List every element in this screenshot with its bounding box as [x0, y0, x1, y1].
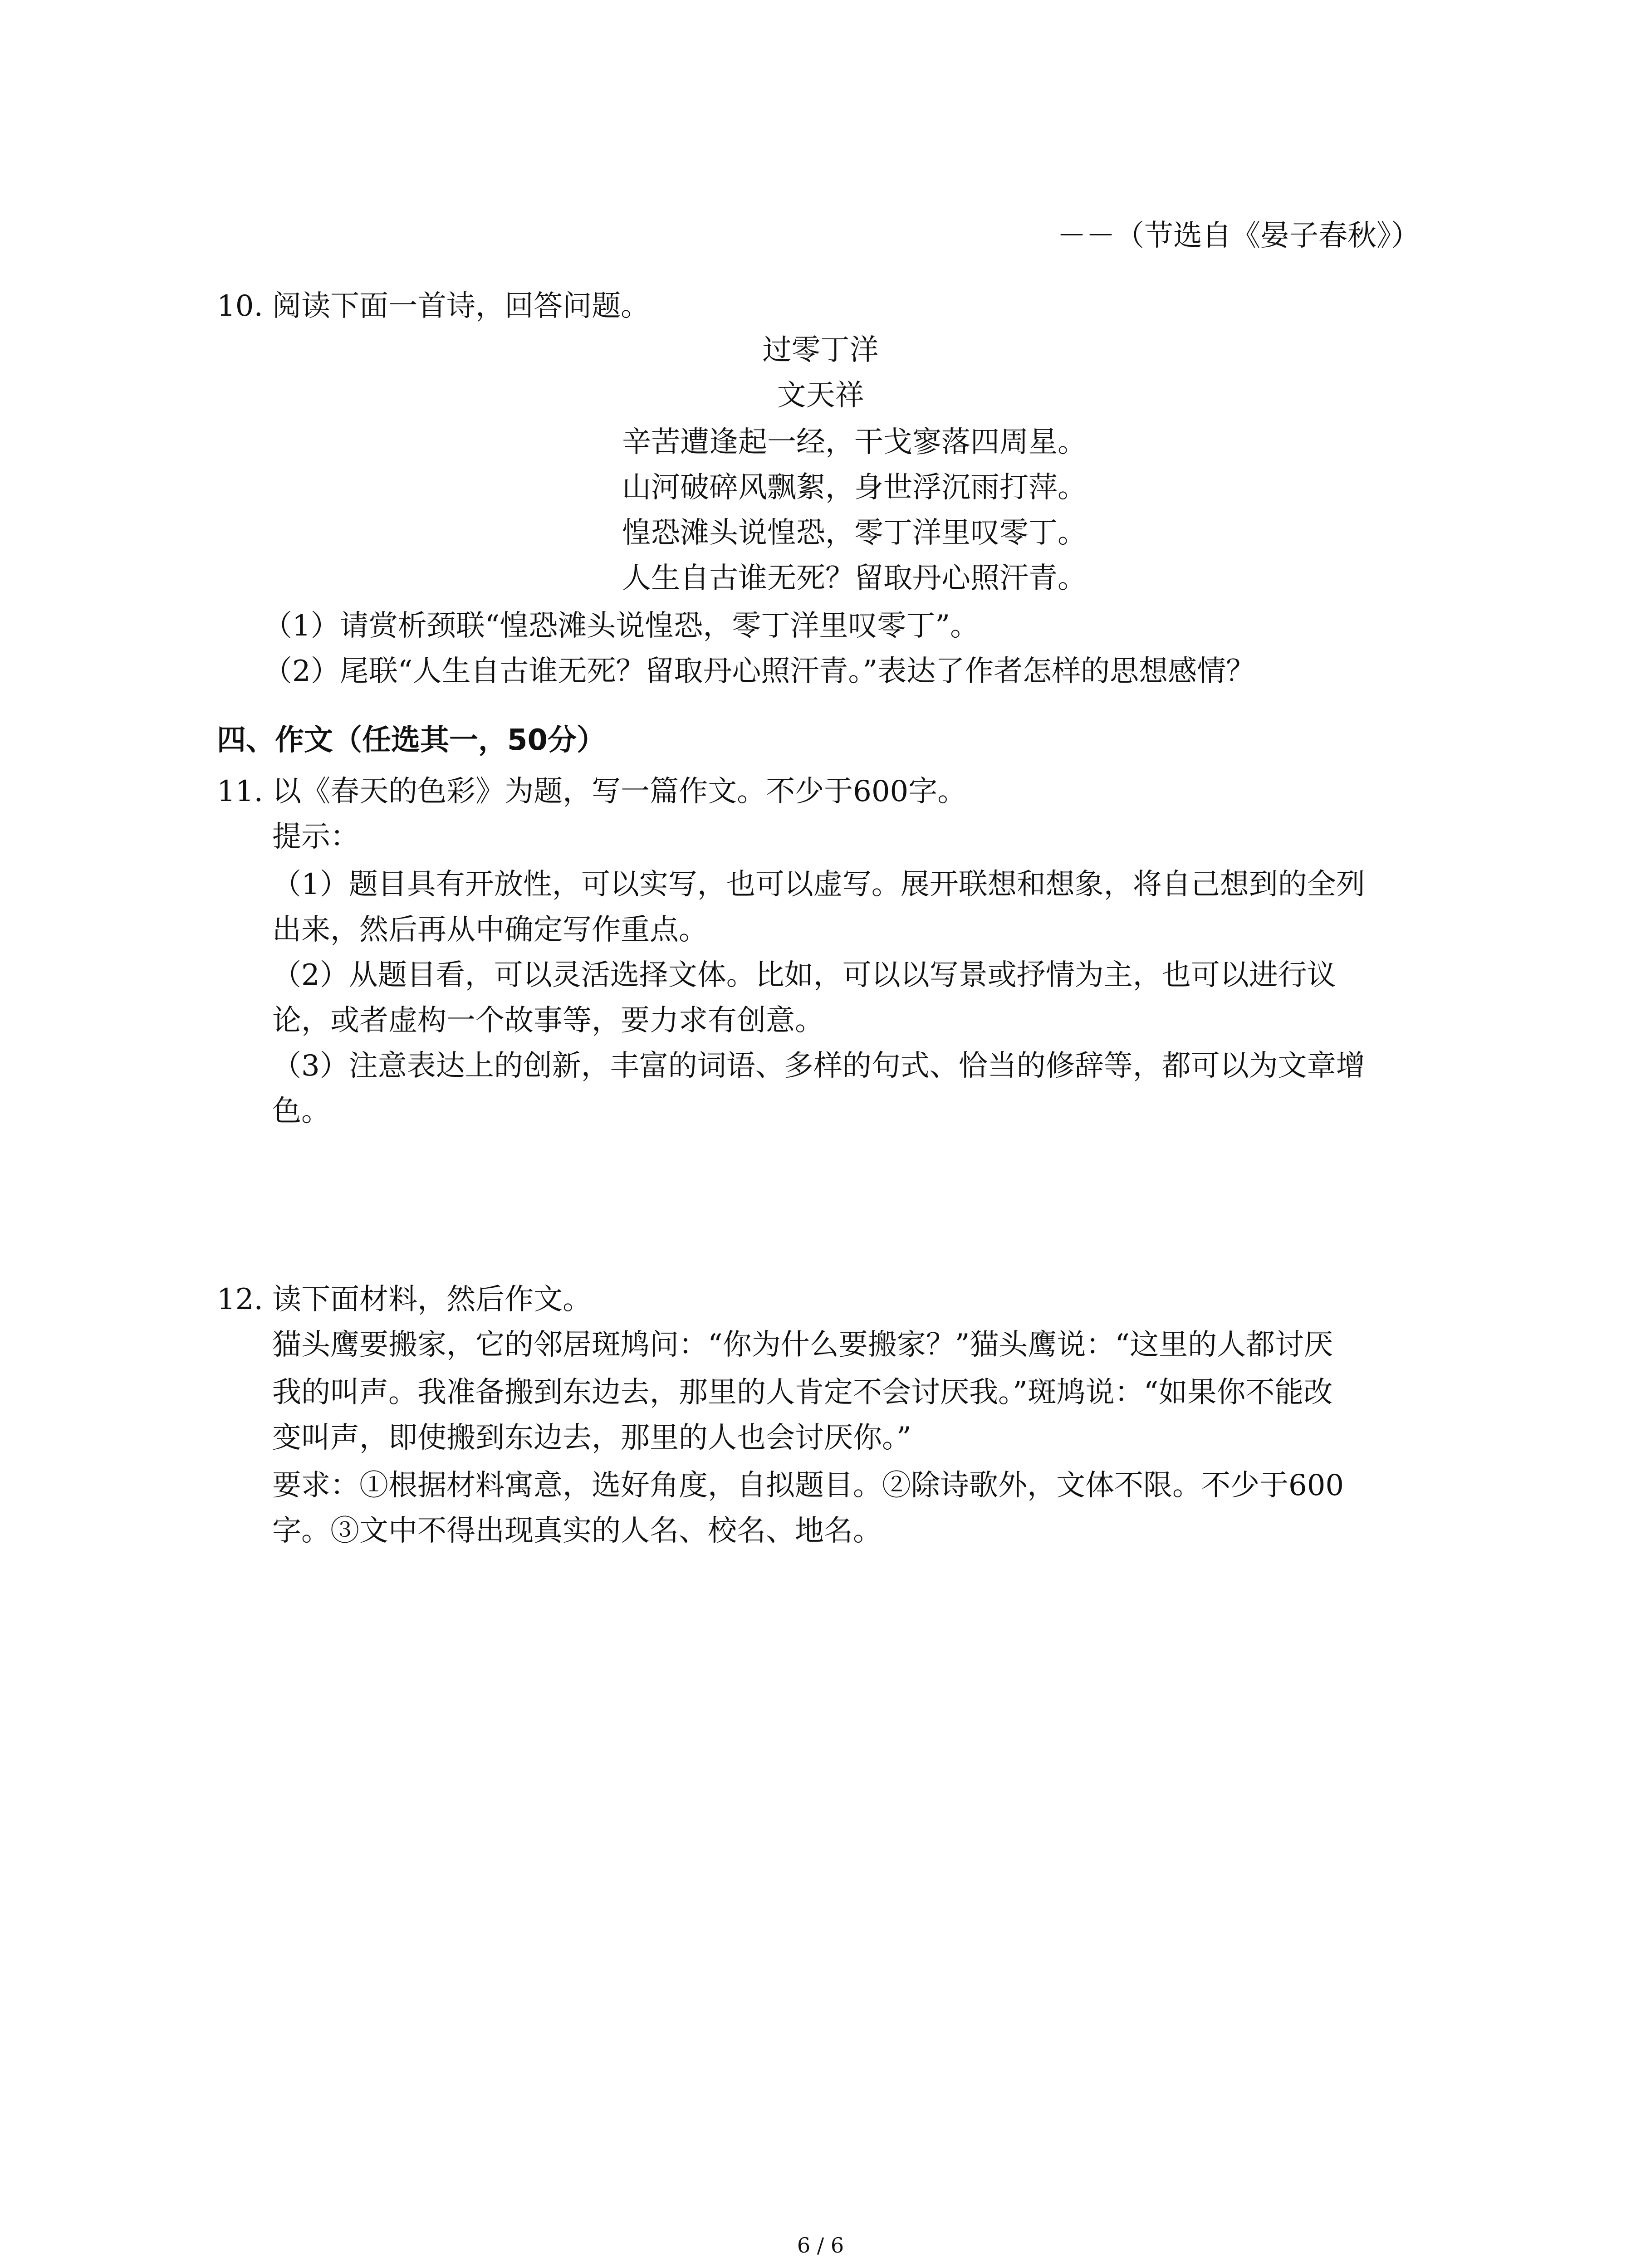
- question-10-sub-2: （2）尾联“人生自古谁无死？留取丹心照汗青。”表达了作者怎样的思想感情？: [263, 655, 1255, 688]
- poem-line: 山河破碎风飘絮，身世浮沉雨打萍。: [622, 471, 1087, 504]
- question-10-prompt: 10. 阅读下面一首诗，回答问题。: [217, 289, 650, 323]
- question-11-hint-1a: （1）题目具有开放性，可以实写，也可以虚写。展开联想和想象，将自己想到的全列: [272, 868, 1365, 901]
- question-12-material: 猫头鹰要搬家，它的邻居斑鸠问：“你为什么要搬家？”猫头鹰说：“这里的人都讨厌: [272, 1328, 1333, 1362]
- question-11-prompt: 11. 以《春天的色彩》为题，写一篇作文。不少于600字。: [217, 775, 967, 808]
- source-note: －－（节选自《晏子春秋》）: [1057, 219, 1420, 253]
- poem-line: 人生自古谁无死？留取丹心照汗青。: [622, 562, 1087, 595]
- question-12-requirements: 要求：①根据材料寓意，选好角度，自拟题目。②除诗歌外，文体不限。不少于600: [272, 1469, 1344, 1502]
- section-4-heading: 四、作文（任选其一，50分）: [217, 723, 606, 757]
- question-10-sub-1: （1）请赏析颈联“惶恐滩头说惶恐，零丁洋里叹零丁”。: [263, 609, 980, 643]
- poem-author: 文天祥: [777, 379, 864, 412]
- question-12-material: 变叫声，即使搬到东边去，那里的人也会讨厌你。”: [272, 1421, 911, 1455]
- question-11-hint-1b: 出来，然后再从中确定写作重点。: [272, 913, 708, 947]
- question-12-prompt: 12. 读下面材料，然后作文。: [217, 1283, 592, 1316]
- poem-line: 惶恐滩头说惶恐，零丁洋里叹零丁。: [622, 516, 1087, 550]
- poem-title: 过零丁洋: [762, 333, 879, 367]
- question-12-requirements: 字。③文中不得出现真实的人名、校名、地名。: [272, 1514, 882, 1548]
- question-12-material: 我的叫声。我准备搬到东边去，那里的人肯定不会讨厌我。”斑鸠说：“如果你不能改: [272, 1376, 1333, 1409]
- question-11-hint-3b: 色。: [272, 1095, 330, 1128]
- question-11-hint-2b: 论，或者虚构一个故事等，要力求有创意。: [272, 1004, 824, 1037]
- poem-line: 辛苦遭逢起一经，干戈寥落四周星。: [622, 425, 1087, 459]
- question-11-hint-2a: （2）从题目看，可以灵活选择文体。比如，可以以写景或抒情为主，也可以进行议: [272, 958, 1336, 992]
- question-11-hint-3a: （3）注意表达上的创新，丰富的词语、多样的句式、恰当的修辞等，都可以为文章增: [272, 1049, 1365, 1083]
- question-11-hint-label: 提示：: [272, 820, 359, 854]
- page-number: 6 / 6: [797, 2233, 844, 2258]
